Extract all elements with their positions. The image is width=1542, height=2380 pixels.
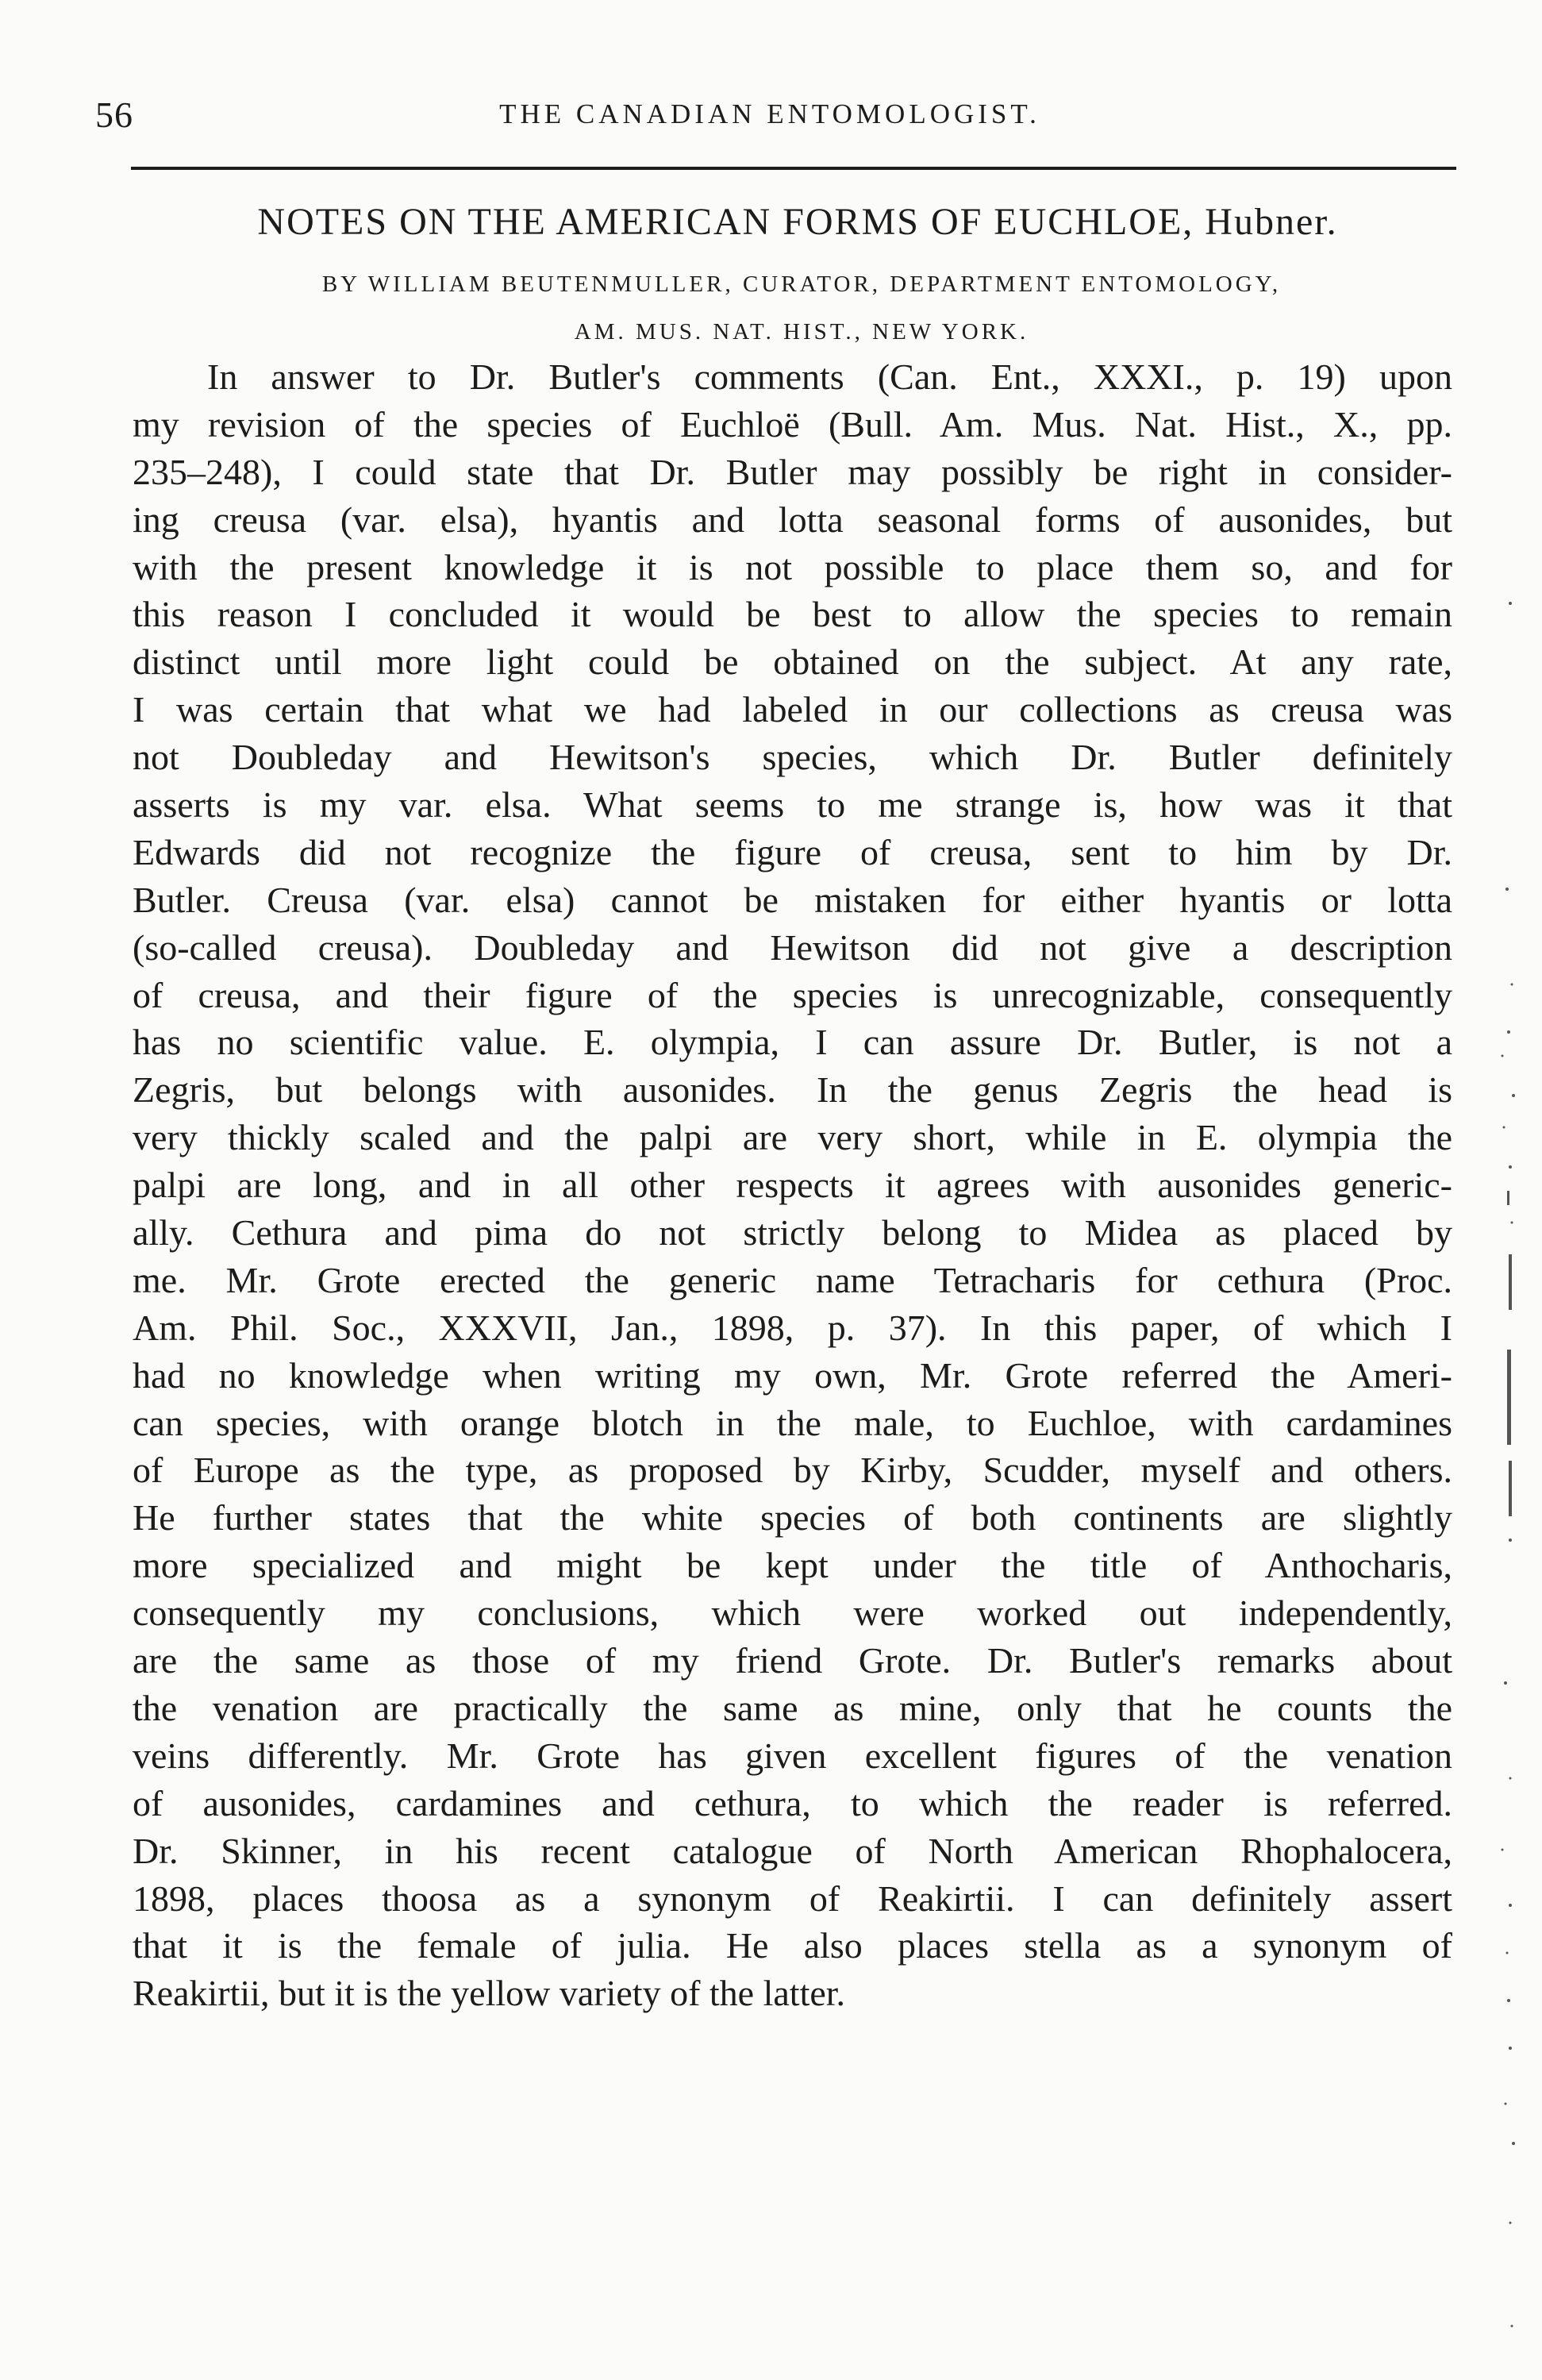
body-line: has no scientific value. E. olympia, I can assure Dr. Butler, is not a [133,1022,1452,1063]
body-line: this reason I concluded it would be best to allow the species to remain [133,594,1452,635]
body-line: the venation are practically the same as mine, only that he counts the [133,1687,1452,1728]
body-line: Reakirtii, but it is the yellow variety of the latter. [133,1973,846,2014]
body-line: I was certain that what we had labeled in our collections as creusa was [133,689,1452,730]
body-line: Zegris, but belongs with ausonides. In the genus Zegris the head is [133,1069,1452,1111]
body-line: can species, with orange blotch in the male, to Euchloe, with cardamines [133,1402,1452,1443]
page-number: 56 [95,94,133,135]
body-line: more specialized and might be kept under the title of Anthocharis, [133,1545,1452,1586]
body-line: In answer to Dr. Butler's comments (Can. Ent., XXXI., p. 19) upon [207,356,1452,397]
author-affiliation-line: AM. MUS. NAT. HIST., NEW YORK. [574,319,1029,345]
body-line: palpi are long, and in all other respects it agrees with ausonides generic- [133,1165,1452,1206]
body-line: Am. Phil. Soc., XXXVII, Jan., 1898, p. 37). In this paper, of which I [133,1307,1452,1348]
header-rule [131,167,1456,170]
body-line: distinct until more light could be obtained on the subject. At any rate, [133,641,1452,683]
body-line: that it is the female of julia. He also places stella as a synonym of [133,1925,1452,1966]
body-line: Dr. Skinner, in his recent catalogue of North American Rhophalocera, [133,1830,1452,1871]
running-head [95,94,1444,141]
author-line: BY WILLIAM BEUTENMULLER, CURATOR, DEPARTMENT ENTOMOLOGY, [321,272,1282,297]
body-line: 1898, places thoosa as a synonym of Reakirtii. I can definitely assert [133,1877,1452,1919]
body-line: of ausonides, cardamines and cethura, to which the reader is referred. [133,1782,1452,1824]
body-line: me. Mr. Grote erected the generic name Tetracharis for cethura (Proc. [133,1259,1452,1300]
body-line: Edwards did not recognize the figure of creusa, sent to him by Dr. [133,831,1452,872]
margin-scan-marks [1479,0,1542,2380]
body-line: are the same as those of my friend Grote. Dr. Butler's remarks about [133,1640,1452,1681]
body-line: very thickly scaled and the palpi are very short, while in E. olympia the [133,1117,1452,1158]
body-line: consequently my conclusions, which were worked out independently, [133,1592,1452,1634]
article-title: NOTES ON THE AMERICAN FORMS OF EUCHLOE, Hubner. [257,201,1338,243]
body-line: He further states that the white species of both continents are slightly [133,1497,1452,1539]
body-line: of creusa, and their figure of the species is unrecognizable, consequently [133,974,1452,1015]
body-line: with the present knowledge it is not possible to place them so, and for [133,546,1452,587]
body-line: (so-called creusa). Doubleday and Hewitson did not give a description [133,926,1452,968]
article-body [133,353,1452,2017]
body-line: had no knowledge when writing my own, Mr. Grote referred the Ameri- [133,1354,1452,1396]
body-line: my revision of the species of Euchloë (Bull. Am. Mus. Nat. Hist., X., pp. [133,403,1452,445]
body-line: 235–248), I could state that Dr. Butler may possibly be right in consider- [133,451,1452,492]
body-line: ing creusa (var. elsa), hyantis and lotta seasonal forms of ausonides, but [133,499,1452,540]
body-line: asserts is my var. elsa. What seems to me strange is, how was it that [133,784,1452,826]
body-line: ally. Cethura and pima do not strictly belong to Midea as placed by [133,1212,1452,1254]
journal-title: THE CANADIAN ENTOMOLOGIST. [499,98,1040,129]
body-line: of Europe as the type, as proposed by Kirby, Scudder, myself and others. [133,1450,1452,1491]
body-line: not Doubleday and Hewitson's species, which Dr. Butler definitely [133,737,1452,778]
body-line: Butler. Creusa (var. elsa) cannot be mistaken for either hyantis or lotta [133,879,1452,920]
body-line: veins differently. Mr. Grote has given excellent figures of the venation [133,1735,1452,1776]
